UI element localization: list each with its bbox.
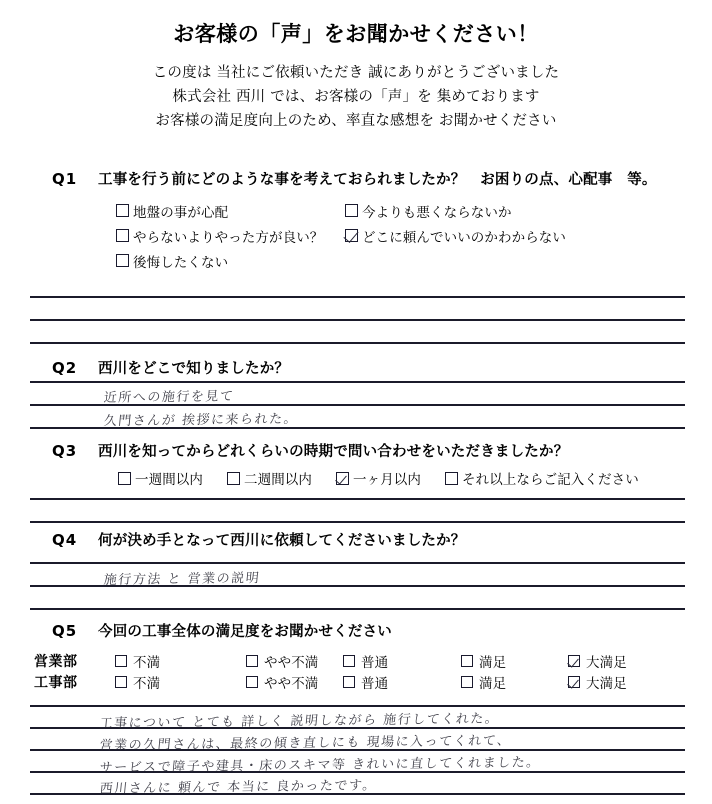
q3-option-label: 二週間以内 [244,472,312,488]
intro-line-2: 株式会社 西川 では、お客様の「声」を 集めております [172,89,540,106]
intro-text [0,61,712,133]
q5-comment-line-2: 営業の久門さんは、最終の傾き直しにも 現場に入ってくれて、 [98,733,513,754]
q1-option-label: 今よりも悪くならないか [362,204,512,221]
q5-row-construction [0,671,712,692]
form-header [0,0,712,133]
q5-construction-option-yaya-fuman[interactable] [246,672,318,692]
q5-dept-label: 工事部 [34,674,78,691]
q4-answer-line-1: 施行方法 と 営業の説明 [103,571,261,588]
q5-text: 今回の工事全体の満足度をお聞かせください [98,624,392,640]
q1-option-dokoni-tanomu[interactable] [345,226,566,246]
q1-option-row-2 [116,223,712,248]
q5-comment-line-1: 工事について とても 詳しく 説明しながら 施行してくれた。 [98,711,501,732]
q1-option-label: 地盤の事が心配 [133,204,229,221]
q1-option-warukunaranaika[interactable] [345,201,512,221]
q5-comment-line-4: 西川さんに 頼んで 本当に 良かったです。 [98,778,378,797]
question-q2 [0,357,712,378]
q5-row-sales [0,650,712,671]
q5-option-label: やや不満 [264,675,319,692]
q5-construction-option-futsuu[interactable] [343,672,388,692]
writing-line [30,381,685,383]
writing-line [30,562,685,564]
q5-option-label: 不満 [133,654,161,671]
page-title: お客様の「声」をお聞かせください！ [173,22,539,46]
q5-number: Q5 [52,622,78,640]
q5-heading [0,620,712,641]
q3-heading [0,440,712,461]
checkbox-icon[interactable] [246,655,258,667]
checkbox-icon[interactable] [116,254,129,267]
q1-option-row-3 [116,248,712,273]
q3-number: Q3 [52,442,78,460]
checkbox-icon[interactable] [116,229,129,242]
q4-heading [0,529,712,550]
q5-option-label: 大満足 [586,675,627,692]
q3-option-label: 一ヶ月以内 [353,472,421,488]
q1-option-koukai[interactable] [116,251,228,271]
q1-option-yattahouga[interactable] [116,226,323,246]
q3-options [0,468,712,488]
q2-number: Q2 [52,359,78,377]
question-q3 [0,440,712,488]
writing-line [30,342,685,344]
checkbox-icon[interactable] [227,472,240,485]
q4-number: Q4 [52,531,78,549]
q5-option-label: 普通 [361,675,389,692]
q1-options [0,198,712,273]
q3-option-longer[interactable] [445,468,639,488]
checkbox-icon[interactable] [461,655,473,667]
intro-line-3: お客様の満足度向上のため、率直な感想を お聞かせください [155,113,557,130]
q5-sales-option-dai-manzoku[interactable] [568,651,627,671]
checkbox-icon[interactable] [116,204,129,217]
q1-option-label: やらないよりやった方が良い？ [133,229,324,246]
q2-heading [0,357,712,378]
q5-construction-option-manzoku[interactable] [461,672,506,692]
checkbox-icon[interactable] [345,204,358,217]
writing-line [30,521,685,523]
q3-option-label: それ以上ならご記入ください [462,472,639,488]
q3-option-1week[interactable] [118,468,203,488]
checkbox-icon[interactable] [343,676,355,688]
q5-option-label: 満足 [479,654,507,671]
checkbox-icon[interactable] [115,676,127,688]
question-q1 [0,168,712,273]
q5-dept-label: 営業部 [34,653,78,670]
q3-option-1month[interactable] [336,468,421,488]
q5-option-label: 大満足 [586,654,627,671]
q1-text: 工事を行う前にどのような事を考えておられましたか？ お困りの点、心配事 等。 [98,172,657,188]
q4-text: 何が決め手となって西川に依頼してくださいましたか？ [98,533,466,549]
q2-answer-line-1: 近所への施行を見て [103,389,236,406]
checkbox-icon[interactable] [461,676,473,688]
q5-sales-option-manzoku[interactable] [461,651,506,671]
writing-line [30,296,685,298]
writing-line [30,498,685,500]
q5-sales-option-fuman[interactable] [115,651,160,671]
q2-text: 西川をどこで知りましたか？ [98,361,290,377]
writing-line [30,608,685,610]
q5-option-label: 普通 [361,654,389,671]
checkbox-checked-icon[interactable] [336,472,349,485]
q3-option-label: 一週間以内 [135,472,203,488]
q5-option-label: 満足 [479,675,507,692]
writing-line [30,705,685,707]
q1-number: Q1 [52,170,78,188]
q5-sales-option-yaya-fuman[interactable] [246,651,318,671]
q2-answer-line-2: 久門さんが 挨拶に来られた。 [103,411,299,430]
q5-comment-line-3: サービスで障子や建具・床のスキマ等 きれいに直してくれました。 [98,755,542,776]
checkbox-checked-icon[interactable] [568,676,580,688]
checkbox-icon[interactable] [246,676,258,688]
checkbox-checked-icon[interactable] [568,655,580,667]
q1-option-row-1 [116,198,712,223]
q1-option-jiban[interactable] [116,201,228,221]
question-q5 [0,620,712,641]
q3-text: 西川を知ってからどれくらいの時期で問い合わせをいただきましたか？ [98,444,569,460]
q1-option-label: どこに頼んでいいのかわからない [362,229,566,246]
q5-satisfaction-table [0,650,712,692]
checkbox-icon[interactable] [343,655,355,667]
checkbox-icon[interactable] [445,472,458,485]
q5-construction-option-fuman[interactable] [115,672,160,692]
q1-option-label: 後悔したくない [133,254,229,271]
checkbox-checked-icon[interactable] [345,229,358,242]
question-q4 [0,529,712,550]
q3-option-2weeks[interactable] [227,468,312,488]
q5-sales-option-futsuu[interactable] [343,651,388,671]
writing-line [30,319,685,321]
checkbox-icon[interactable] [115,655,127,667]
q5-option-label: 不満 [133,675,161,692]
checkbox-icon[interactable] [118,472,131,485]
intro-line-1: この度は 当社にご依頼いただき 誠にありがとうございました [152,65,560,82]
q5-construction-option-dai-manzoku[interactable] [568,672,627,692]
q5-option-label: やや不満 [264,654,319,671]
q1-heading [0,168,712,189]
